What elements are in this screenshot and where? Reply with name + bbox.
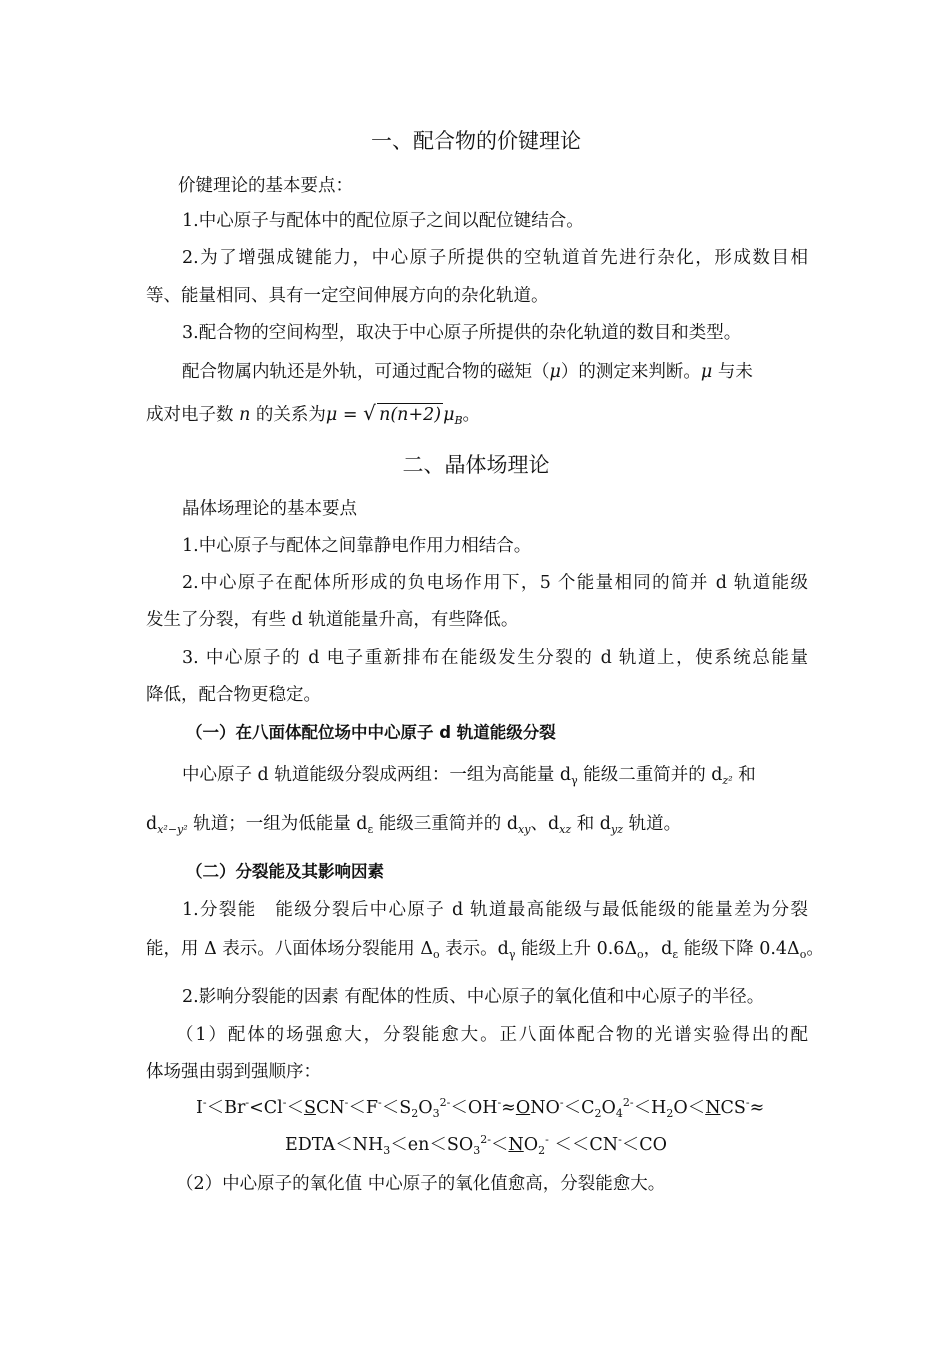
vb-point-3: 3.配合物的空间构型，取决于中心原子所提供的杂化轨道的数目和类型。: [182, 323, 742, 343]
s1-t11: -: [378, 1096, 382, 1109]
o-sub-2: o: [637, 948, 644, 961]
s2-t0: EDTA＜NH: [285, 1135, 384, 1155]
formula-sub-b: B: [454, 414, 463, 427]
s1-t8: CN: [315, 1098, 345, 1118]
magnetic-text-b: ）的测定来判断。: [560, 362, 701, 382]
s2-t6: N: [508, 1135, 524, 1155]
cf-intro: 晶体场理论的基本要点: [182, 499, 357, 519]
epsilon-sub-2: ε: [672, 948, 679, 961]
s1-t14: O: [418, 1098, 433, 1118]
s1-t3: -: [245, 1096, 250, 1109]
s1-t2: ＜Br: [206, 1098, 246, 1118]
formula-radicand: n(n+2): [379, 405, 442, 425]
s2-t1: 3: [383, 1144, 391, 1157]
s1-t34: ≈: [749, 1098, 765, 1118]
s1-t21: NO: [530, 1098, 560, 1118]
energy-text-b2: 表示。d: [439, 939, 509, 959]
vb-intro: 价键理论的基本要点：: [178, 176, 353, 196]
split-line-1: [182, 763, 756, 787]
s1-t29: 2: [666, 1107, 674, 1120]
subsection-title-1: （一）在八面体配位场中中心原子 d 轨道能级分裂: [186, 723, 556, 742]
formula-mu: μ: [325, 405, 338, 425]
s1-t16: 2-: [439, 1096, 451, 1109]
s1-t10: ＜F: [348, 1098, 379, 1118]
factors-line: 2.影响分裂能的因素 有配体的性质、中心原子的氧化值和中心原子的半径。: [182, 987, 765, 1007]
split-text-b3: 轨道。: [623, 814, 682, 834]
s1-t26: 4: [615, 1107, 623, 1120]
s2-t11: -: [618, 1133, 622, 1146]
split-text-a3: 和: [732, 765, 756, 785]
s2-t2: ＜en＜SO: [390, 1135, 474, 1155]
energy-line-2: [146, 937, 824, 961]
oxidation-line: （2）中心原子的氧化值 中心原子的氧化值愈高，分裂能愈大。: [176, 1174, 666, 1194]
magnetic-line: [182, 360, 753, 384]
s1-t6: ＜: [286, 1098, 304, 1118]
s1-t18: -: [497, 1096, 502, 1109]
n-symbol: n: [239, 405, 251, 425]
ligand-line-1: （1）配体的场强愈大，分裂能愈大。正八面体配合物的光谱实验得出的配: [176, 1025, 808, 1045]
s1-t23: ＜C: [563, 1098, 595, 1118]
energy-text-b3: 能级上升 0.6Δ: [515, 939, 638, 959]
d-letter: d: [146, 814, 158, 834]
xy-sub: xy: [518, 823, 531, 836]
s1-t0: I: [196, 1098, 203, 1118]
cf-point-3-line-1: 3. 中心原子的 d 电子重新排布在能级发生分裂的 d 轨道上，使系统总能量: [182, 648, 808, 668]
magnetic-text-c: 与未: [712, 362, 753, 382]
energy-text-b1: 能，用 Δ 表示。八面体场分裂能用 Δ: [146, 939, 433, 959]
dx2y2-sub: x²−y²: [157, 823, 188, 836]
sqrt-expression: √ n(n+2): [363, 401, 442, 425]
s1-t27: 2-: [622, 1096, 634, 1109]
s1-t31: N: [705, 1098, 721, 1118]
energy-period: 。: [806, 939, 824, 959]
cf-point-2-line-2: 发生了分裂，有些 d 轨道能量升高，有些降低。: [146, 610, 519, 630]
section-title-2: 二、晶体场理论: [402, 453, 550, 477]
s1-t30: O＜: [673, 1098, 706, 1118]
cf-point-3-line-2: 降低，配合物更稳定。: [146, 685, 321, 705]
o-sub-1: o: [432, 948, 440, 961]
epsilon-sub: ε: [367, 823, 374, 836]
mu-symbol-2: μ: [700, 362, 713, 382]
section-title-1: 一、配合物的价键理论: [371, 129, 581, 153]
energy-text-b5: 能级下降 0.4Δ: [678, 939, 800, 959]
o-sub-3: o: [799, 948, 807, 961]
s2-t7: O: [523, 1135, 539, 1155]
s2-t3: 3: [473, 1144, 481, 1157]
xz-sub: xz: [559, 823, 572, 836]
vb-point-2-line-1: 2.为了增强成键能力，中心原子所提供的空轨道首先进行杂化，形成数目相: [182, 248, 808, 268]
formula-period: 。: [462, 405, 481, 425]
s1-t17: ＜OH: [450, 1098, 498, 1118]
split-text-b1: 轨道；一组为低能量 d: [187, 814, 368, 834]
formula-mu-b: μ: [443, 405, 455, 425]
s1-t19: ≈: [501, 1098, 516, 1118]
s1-t15: 3: [432, 1107, 440, 1120]
gamma-sub-2: γ: [508, 948, 516, 961]
s1-t12: ＜S: [381, 1098, 412, 1118]
split-and: 和 d: [571, 814, 611, 834]
s2-t12: ＜CO: [621, 1135, 668, 1155]
s1-t5: -: [282, 1096, 287, 1109]
relation-text-b: 的关系为: [250, 405, 326, 425]
s1-t20: O: [515, 1098, 531, 1118]
s2-t10: ＜＜CN: [548, 1135, 619, 1155]
gamma-sub: γ: [571, 774, 578, 787]
dz2-sub: z²: [722, 774, 733, 787]
magnetic-formula-line: [146, 403, 480, 427]
split-text-a2: 能级二重简并的 d: [577, 765, 723, 785]
cf-point-1: 1.中心原子与配体之间靠静电作用力相结合。: [182, 536, 532, 556]
split-text-a1: 中心原子 d 轨道能级分裂成两组：一组为高能量 d: [182, 765, 572, 785]
spectrochemical-series-line-1: [196, 1096, 764, 1120]
s2-t9: -: [545, 1133, 549, 1146]
s2-t8: 2: [538, 1144, 546, 1157]
s1-t13: 2: [411, 1107, 419, 1120]
s1-t22: -: [559, 1096, 564, 1109]
magnetic-text-a: 配合物属内轨还是外轨，可通过配合物的磁矩（: [182, 362, 550, 382]
s1-t25: O: [601, 1098, 616, 1118]
s1-t4: <Cl: [249, 1098, 283, 1118]
mu-symbol: μ: [549, 362, 561, 382]
energy-text-b4: ，d: [643, 939, 673, 959]
s1-t24: 2: [594, 1107, 602, 1120]
split-text-b2: 能级三重简并的 d: [373, 814, 519, 834]
ligand-line-2: 体场强由弱到强顺序：: [146, 1062, 321, 1082]
vb-point-2-line-2: 等、能量相同、具有一定空间伸展方向的杂化轨道。: [146, 286, 549, 306]
energy-line-1: 1.分裂能 能级分裂后中心原子 d 轨道最高能级与最低能级的能量差为分裂: [182, 900, 808, 920]
s1-t9: -: [344, 1096, 349, 1109]
s2-t5: ＜: [490, 1135, 509, 1155]
vb-point-1: 1.中心原子与配体中的配位原子之间以配位键结合。: [182, 211, 584, 231]
formula-equals: =: [337, 405, 364, 425]
s1-t28: ＜H: [633, 1098, 667, 1118]
split-line-2: [146, 812, 681, 836]
s2-t4: 2-: [480, 1133, 491, 1146]
yz-sub: yz: [610, 823, 623, 836]
split-sep: 、d: [530, 814, 560, 834]
subsection-title-2: （二）分裂能及其影响因素: [186, 862, 384, 881]
spectrochemical-series-line-2: [285, 1133, 667, 1157]
s1-t33: -: [745, 1096, 750, 1109]
cf-point-2-line-1: 2.中心原子在配体所形成的负电场作用下，5 个能量相同的简并 d 轨道能级: [182, 573, 808, 593]
relation-text-a: 成对电子数: [146, 405, 240, 425]
s1-t32: CS: [720, 1098, 746, 1118]
s1-t1: -: [202, 1096, 207, 1109]
s1-t7: S: [303, 1098, 316, 1118]
